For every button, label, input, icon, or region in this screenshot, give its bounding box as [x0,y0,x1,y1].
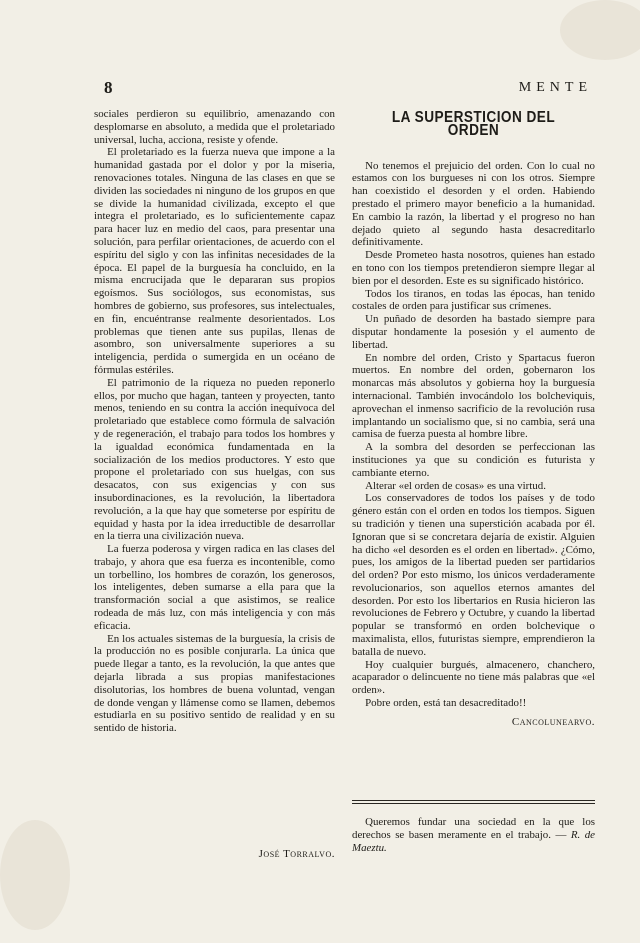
paragraph: A la sombra del desorden se perfeccionan las instituciones ya que su condición es futurista y cambiante eterno. [352,441,595,479]
article-signature: Cancolunearvo. [511,715,595,728]
paper-stain [560,0,640,60]
paragraph: El proletariado es la fuerza nueva que impone a la humanidad gastada por el dolor y por la miseria, renovaciones totales. Ninguna de las clases en que se dividen las sociedades ni ninguno de los grupos en que se divide la humanidad civilizada, excepto el que integra el proletariado, es lo suficientemente capaz para hacer luz en medio del caos, para presentar una solución, para perfilar orientaciones, de acuerdo con el espíritu del siglo y con las infinitas necesidades de la época. El papel de la burguesía ha concluido, en la misma encrucijada que le depararan sus propios egoísmos. Sus sociólogos, sus economistas, sus hombres de gobierno, sus profesores, sus intelectuales, en fin, encuéntranse realmente desorientados. Los problemas que tienen ante sus pupilas, llenas de asombro, son universalmente superiores a su inteligencia, perdida o sumergida en un océano de fórmulas estériles. [94,146,335,376]
paragraph: La fuerza poderosa y virgen radica en las clases del trabajo, y ahora que esa fuerza es incontenible, como un torbellino, los hombres de corazón, los generosos, los inteligentes, deben sumarse a ella para que la transformación social a que asistimos, se realice rodeada de más luz, con más inteligencia y con más eficacia. [94,543,335,632]
page-number: 8 [104,78,113,97]
paragraph: Desde Prometeo hasta nosotros, quienes han estado en tono con los tiempos pretendieron siempre llegar al bien por el desorden. Este es su significado histórico. [352,249,595,287]
paragraph: En nombre del orden, Cristo y Spartacus fueron muertos. En nombre del orden, gobernaron los monarcas más absolutos y gobierna hoy la burguesía internacional. También invocándolo los bolcheviquis, aprovechan el inmenso sacrificio de la revolución rusa implantando un socialismo que, si no cambia, será una camisa de fuerza puesta al hombre libre. [352,351,595,441]
left-signature: José Torralvo. [258,848,335,860]
paragraph: Alterar «el orden de cosas» es una virtud. [365,479,546,492]
quote-block [352,816,595,854]
paragraph: El patrimonio de la riqueza no pueden reponerlo ellos, por mucho que hagan, tanteen y proyecten, tanto menos, teniendo en su contra la acción inequívoca del proletariado que establece como fórmula de salvación y de regeneración, el trabajo para todos los hombres y la igualdad económica fundamentada en la socialización de los medios productores. Y esto que propone el proletariado con sus huelgas, con sus desacatos, con sus exigencias y con sus insubordinaciones, es la revolución, la libertadora revolución, a la que hay que someterse por espíritu de equidad y hasta por la idea irreductible de desarrollar en la tierra una civilización nueva. [94,376,335,543]
paragraph: No tenemos el prejuicio del orden. Con lo cual no estamos con los burgueses ni con los otros. Siempre han coexistido el desorden y el orden. Habiendo prestado el primero mayor beneficio a la humanidad. En cambio la razón, la libertad y el progreso no han dejado quieto al segundo hasta desacreditarlo definitivamente. [352,159,595,249]
paragraph: Hoy cualquier burgués, almacenero, chanchero, acaparador o delincuente no tiene más palabras que «el orden». [352,658,595,697]
quote-author: R. de Maeztu. [352,828,595,854]
paper-stain [0,820,70,930]
article-title: LA SUPERSTICION DEL ORDEN [391,109,556,139]
paragraph: Un puñado de desorden ha bastado siempre para disputar hondamente la posesión y el aumento de libertad. [352,313,595,351]
paragraph: Los conservadores de todos los países y de todo género están con el orden en todos los tiempos. Siguen su tradición y tienen una superstición acabada por él. Ignoran que si se concretara dejaría de existir. Alguien ha dicho «el desorden es el orden en libertad». ¿Cómo, pues, los amigos de la libertad pueden ser partidarios del orden? Por esto mismo, los únicos verdaderamente revolucionarios, son aquellos eternos amantes del desorden. Por esto los libertarios en Rusia hicieron las revoluciones de Febrero y Octubre, y cuando la libertad popular se transformó en orden bolchevique o maximalista, ellos, futuristas siempre, emprendieron la batalla de nuevo. [352,492,595,658]
page-header [104,74,592,100]
paragraph: En los actuales sistemas de la burguesía, la crisis de la producción no es posible conjurarla. La única que puede llegar a tanto, es la revolución, la que antes que dejarla librada a sus propias manifestaciones disolutorias, los hombres de buena voluntad, vengan de donde vengan y llámense como se llamen, debemos estudiarla en su positivo sentido de realidad y en su sentido de historia. [94,632,335,735]
section-divider [352,800,595,804]
divider-line [352,803,595,804]
left-column [94,108,335,735]
quote-text: Queremos fundar una sociedad en la que los derechos se basen meramente en el trabajo. — [352,816,595,841]
quote-paragraph [352,816,595,854]
paragraph: Todos los tiranos, en todas las épocas, han tenido costales de orden para justificar sus crímenes. [352,287,595,313]
divider-line [352,800,595,801]
running-title: MENTE [518,80,592,95]
right-column [352,108,595,729]
paragraph: sociales perdieron su equilibrio, amenazando con desplomarse en absoluto, a medida que el proletariado universal, lucha, acciona, resiste y ofende. [94,108,335,146]
paragraph: Pobre orden, está tan desacreditado!! [365,697,527,710]
